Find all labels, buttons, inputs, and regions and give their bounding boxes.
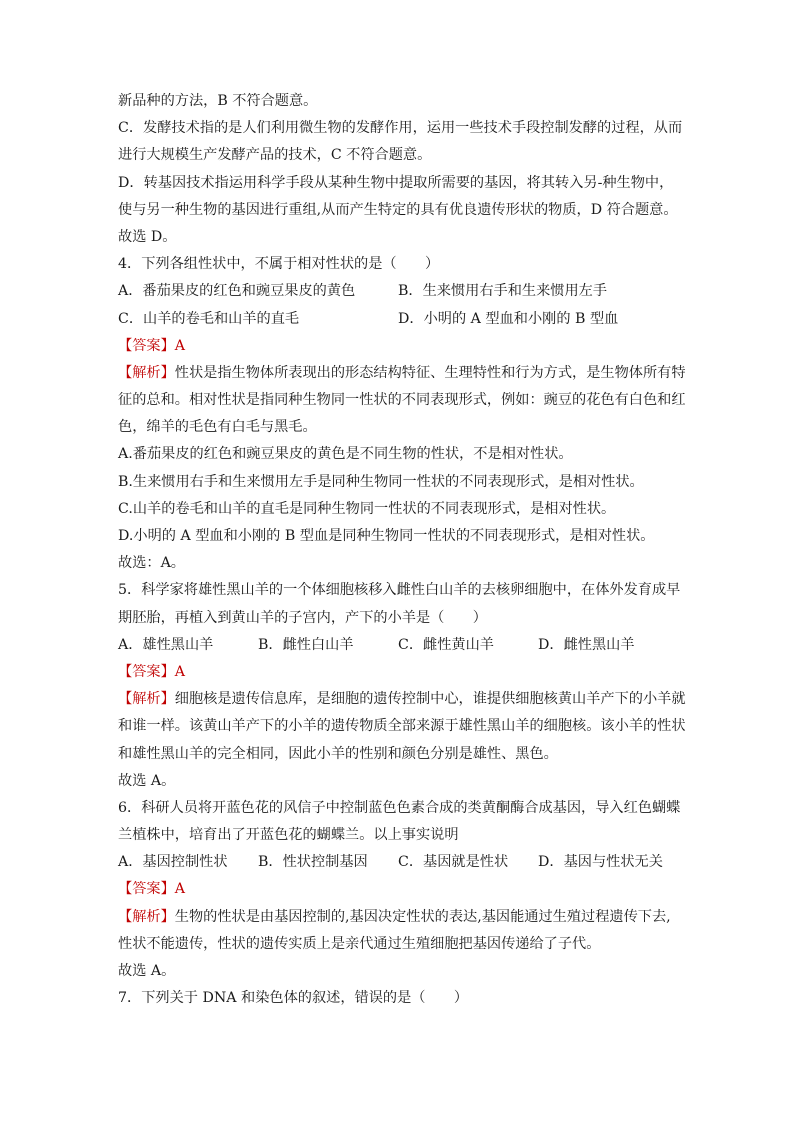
answer-tag: 【答案】 <box>118 337 175 354</box>
text-line: 新品种的方法，B 不符合题意。 <box>118 93 318 109</box>
analysis-line: B.生来惯用右手和生来惯用左手是同种生物同一性状的不同表现形式，是相对性状。 <box>118 473 644 490</box>
question-5-option-a: A．雄性黑山羊 <box>118 636 214 653</box>
analysis-line: 色，绵羊的毛色有白毛与黑毛。 <box>118 419 317 436</box>
question-6-option-a: A．基因控制性状 <box>118 854 228 871</box>
question-5-option-c: C．雌性黄山羊 <box>398 636 494 653</box>
question-6-stem: 兰植株中，培育出了开蓝色花的蝴蝶兰。以上事实说明 <box>118 827 459 844</box>
question-6-option-c: C．基因就是性状 <box>398 854 509 871</box>
question-5-option-d: D．雌性黑山羊 <box>538 636 635 653</box>
question-4-answer <box>118 333 678 360</box>
question-4-options-row-2 <box>118 306 678 333</box>
question-5-option-b: B．雌性白山羊 <box>258 636 354 653</box>
analysis-line: D.小明的 A 型血和小刚的 B 型血是同种生物同一性状的不同表现形式，是相对性状。 <box>118 528 655 544</box>
analysis-line: 征的总和。相对性状是指同种生物同一性状的不同表现形式，例如：豌豆的花色有白色和红 <box>118 392 686 409</box>
analysis-line: 故选 A。 <box>118 772 176 789</box>
question-4-stem: 4．下列各组性状中，不属于相对性状的是（ ） <box>118 256 440 273</box>
answer-tag: 【答案】 <box>118 663 175 680</box>
text-line: D．转基因技术指运用科学手段从某种生物中提取所需要的基因，将其转入另-种生物中， <box>118 174 674 191</box>
answer-value: A <box>174 881 186 898</box>
document-page <box>118 88 686 1012</box>
question-5-stem: 期胚胎，再植入到黄山羊的子宫内，产下的小羊是（ ） <box>118 609 487 626</box>
question-6-analysis-first <box>118 904 678 931</box>
question-4-option-b: B．生来惯用右手和生来惯用左手 <box>398 283 608 300</box>
question-4-option-a: A．番茄果皮的红色和豌豆果皮的黄色 <box>118 283 356 300</box>
analysis-line: 和谁一样。该黄山羊产下的小羊的遗传物质全部来源于雄性黑山羊的细胞核。该小羊的性状 <box>118 718 686 735</box>
analysis-tag: 【解析】 <box>118 364 175 381</box>
question-4-options-row-1 <box>118 278 678 305</box>
question-5-answer <box>118 659 678 686</box>
analysis-line: 故选 A。 <box>118 963 176 979</box>
question-6-stem: 6．科研人员将开蓝色花的风信子中控制蓝色色素合成的类黄酮酶合成基因，导入红色蝴蝶 <box>118 799 681 816</box>
analysis-line: 和雄性黑山羊的完全相同，因此小羊的性别和颜色分别是雄性、黑色。 <box>118 745 558 762</box>
text-line: 使与另一种生物的基因进行重组,从而产生特定的具有优良遗传形状的物质，D 符合题意。 <box>118 201 678 218</box>
question-4-analysis-first <box>118 360 686 387</box>
question-4-option-c: C．山羊的卷毛和山羊的直毛 <box>118 310 300 327</box>
question-6-answer <box>118 876 678 903</box>
question-6-option-b: B．性状控制基因 <box>258 854 368 871</box>
answer-tag: 【答案】 <box>118 881 175 898</box>
text-line: 进行大规模生产发酵产品的技术，C 不符合题意。 <box>118 147 432 164</box>
answer-value: A <box>174 663 186 680</box>
question-4-option-d: D．小明的 A 型血和小刚的 B 型血 <box>398 310 619 327</box>
analysis-line: C.山羊的卷毛和山羊的直毛是同种生物同一性状的不同表现形式，是相对性状。 <box>118 500 616 517</box>
analysis-text: 生物的性状是由基因控制的,基因决定性状的表达,基因能通过生殖过程遗传下去, <box>174 908 671 925</box>
analysis-tag: 【解析】 <box>118 908 175 925</box>
answer-value: A <box>174 337 186 354</box>
question-5-analysis-first <box>118 686 686 713</box>
analysis-line: A.番茄果皮的红色和豌豆果皮的黄色是不同生物的性状，不是相对性状。 <box>118 446 573 463</box>
analysis-text: 性状是指生物体所表现出的形态结构特征、生理特性和行为方式，是生物体所有特 <box>174 364 686 381</box>
question-6-option-d: D．基因与性状无关 <box>538 854 663 871</box>
analysis-tag: 【解析】 <box>118 691 175 708</box>
analysis-text: 细胞核是遗传信息库，是细胞的遗传控制中心，谁提供细胞核黄山羊产下的小羊就 <box>174 691 686 708</box>
question-5-stem: 5．科学家将雄性黑山羊的一个体细胞核移入雌性白山羊的去核卵细胞中，在体外发育成早 <box>118 582 681 599</box>
question-6-options <box>118 849 678 876</box>
question-7-stem: 7．下列关于 DNA 和染色体的叙述，错误的是（ ） <box>118 990 469 1007</box>
text-line: 故选 D。 <box>118 228 177 245</box>
analysis-line: 性状不能遗传，性状的遗传实质上是亲代通过生殖细胞把基因传递给了子代。 <box>118 935 601 952</box>
question-5-options <box>118 632 678 659</box>
text-line: C．发酵技术指的是人们利用微生物的发酵作用，运用一些技术手段控制发酵的过程，从而 <box>118 120 683 137</box>
analysis-line: 故选：A。 <box>118 555 185 572</box>
